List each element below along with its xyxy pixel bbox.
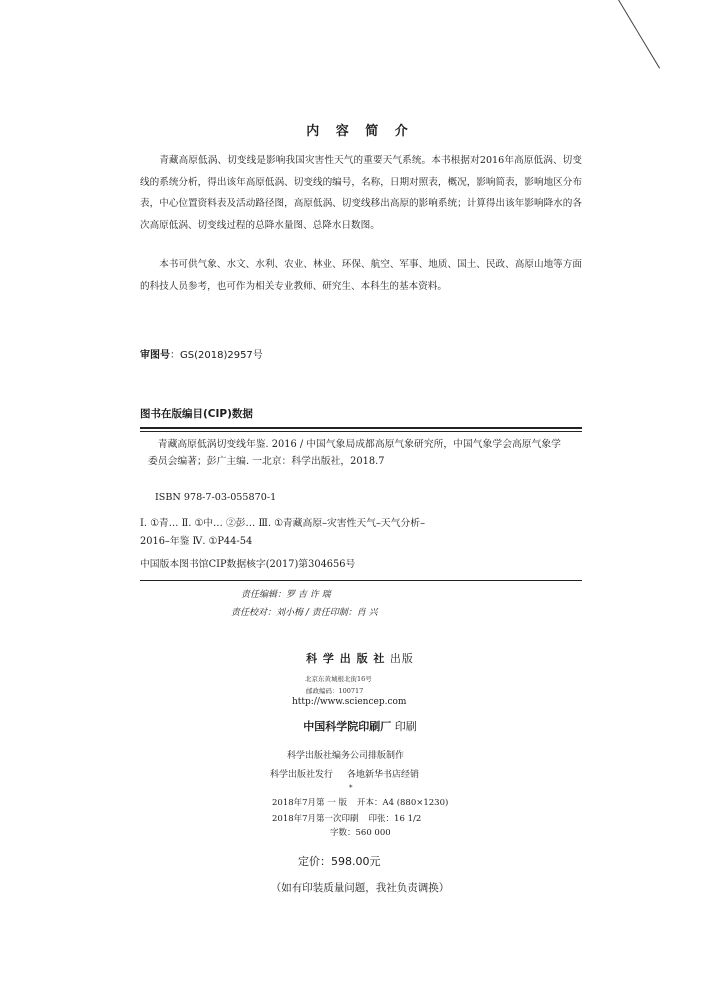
cip-isbn: ISBN 978-7-03-055870-1 (155, 492, 277, 503)
printer-name: 中国科学院印刷厂 (303, 720, 392, 733)
edition-date: 2018年7月第 一 版 (272, 798, 347, 808)
edition-row-2 (272, 812, 421, 824)
price: 定价：598.00元 (298, 855, 381, 868)
publisher-zip: 邮政编码：100717 (306, 687, 364, 695)
publisher-address: 北京东黄城根北街16号 (305, 675, 372, 683)
responsible-editor: 责任编辑：罗 吉 许 瑞 (241, 590, 331, 600)
printer-line (0, 718, 720, 734)
quality-notice: （如有印装质量问题，我社负责调换） (270, 882, 450, 894)
map-review-value: ：GS(2018)2957号 (170, 350, 263, 361)
printer-suffix: 印刷 (391, 720, 417, 733)
map-review-label: 审图号 (140, 350, 170, 361)
map-review-number (140, 346, 263, 361)
cip-classification-line-2: 2016–年鉴 Ⅳ. ①P44-54 (140, 535, 253, 547)
typesetting-line: 科学出版社编务公司排版制作 (287, 751, 405, 761)
cip-record-number: 中国版本图书馆CIP数据核字(2017)第304656号 (140, 559, 356, 570)
cip-classification (140, 515, 582, 550)
publisher-url: http://www.sciencep.com (292, 697, 407, 707)
printed-sheets: 印张：16 1/2 (368, 814, 422, 824)
word-count: 字数：560 000 (330, 828, 391, 838)
publisher-suffix: 出版 (385, 652, 414, 665)
cip-title: 图书在版编目(CIP)数据 (140, 408, 253, 420)
summary-paragraph-2: 本书可供气象、水文、水利、农业、林业、环保、航空、军事、地质、国土、民政、高原山地等方面的科技人员参考，也可作为相关专业教师、研究生、本科生的基本资料。 (140, 259, 582, 292)
summary-paragraph-1: 青藏高原低涡、切变线是影响我国灾害性天气的重要天气系统。本书根据对2016年高原低涡、切变线的系统分析，得出该年高原低涡、切变线的编号，名称，日期对照表，概况，影响简表，影响地区分布表，中心位置资料表及活动路径图，高原低涡、切变线移出高原的影响系统；计算得出该年影响降水的各次高原低涡、切变线过程的总降水量图、总降水日数图。 (140, 155, 582, 231)
separator-asterisk: * (349, 784, 353, 792)
issuer: 科学出版社发行 (270, 770, 334, 780)
responsible-proof-print: 责任校对：刘小梅 / 责任印制：肖 兴 (231, 608, 378, 618)
distribution-line (270, 767, 419, 780)
sellers: 各地新华书店经销 (347, 770, 420, 780)
format-size: 开本：A4 (880×1230) (356, 798, 449, 808)
publisher-line (0, 650, 720, 666)
cip-top-rule (140, 427, 582, 429)
cip-top-rule-thin (140, 431, 582, 432)
page-title: 内 容 简 介 (306, 124, 414, 139)
publisher-name: 科 学 出 版 社 (306, 652, 386, 665)
printing-date: 2018年7月第一次印刷 (272, 814, 359, 824)
corner-fold-line (618, 0, 660, 69)
cip-classification-line-1: Ⅰ. ①青… Ⅱ. ①中… ②彭… Ⅲ. ①青藏高原–灾害性天气–天气分析– (140, 518, 425, 529)
cip-main-entry: 青藏高原低涡切变线年鉴. 2016 / 中国气象局成都高原气象研究所，中国气象学会高原气象学委员会编著；彭广主编. 一北京：科学出版社，2018.7 (148, 439, 561, 467)
edition-row-1 (272, 796, 448, 808)
cip-bottom-rule (140, 580, 582, 581)
